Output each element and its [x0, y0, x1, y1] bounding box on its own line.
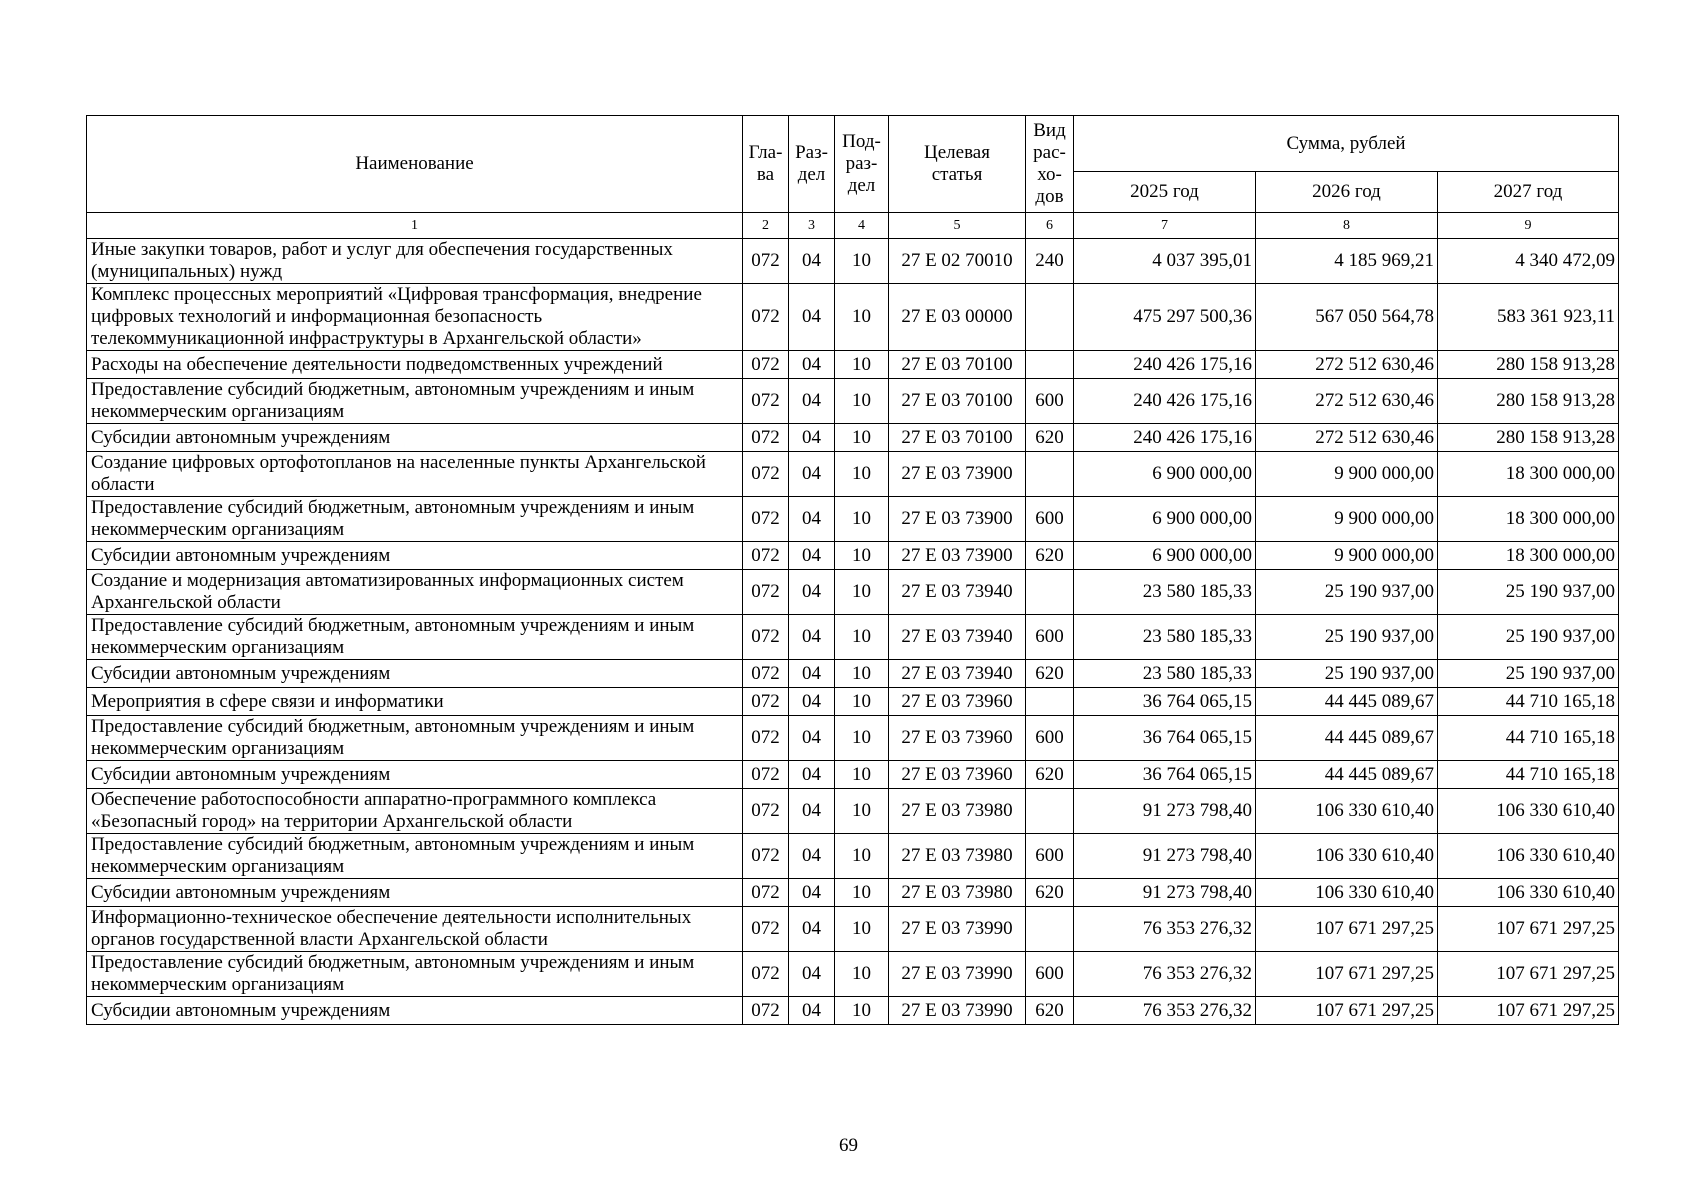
row-razdel: 04 — [789, 615, 835, 660]
row-glava: 072 — [743, 284, 789, 351]
row-glava: 072 — [743, 239, 789, 284]
row-amount-2026: 25 190 937,00 — [1256, 570, 1438, 615]
row-amount-2026: 107 671 297,25 — [1256, 907, 1438, 952]
column-number: 1 — [87, 213, 743, 239]
row-amount-2027: 44 710 165,18 — [1438, 688, 1619, 716]
row-podrazdel: 10 — [835, 351, 889, 379]
row-vid-rashodov: 620 — [1026, 424, 1074, 452]
row-vid-rashodov: 620 — [1026, 660, 1074, 688]
row-glava: 072 — [743, 542, 789, 570]
row-podrazdel: 10 — [835, 952, 889, 997]
table-row — [87, 452, 1619, 497]
header-vid-rashodov: Вид рас- хо- дов — [1026, 116, 1074, 213]
row-vid-rashodov: 600 — [1026, 379, 1074, 424]
row-amount-2025: 76 353 276,32 — [1074, 907, 1256, 952]
row-podrazdel: 10 — [835, 879, 889, 907]
row-amount-2025: 240 426 175,16 — [1074, 424, 1256, 452]
row-vid-rashodov — [1026, 688, 1074, 716]
row-razdel: 04 — [789, 542, 835, 570]
row-glava: 072 — [743, 424, 789, 452]
row-celevaya-statya: 27 Е 03 73940 — [889, 660, 1026, 688]
row-celevaya-statya: 27 Е 03 73960 — [889, 688, 1026, 716]
row-amount-2027: 583 361 923,11 — [1438, 284, 1619, 351]
row-glava: 072 — [743, 907, 789, 952]
row-name: Предоставление субсидий бюджетным, автономным учреждениям и иным некоммерческим организациям — [87, 716, 743, 761]
row-name: Субсидии автономным учреждениям — [87, 997, 743, 1025]
row-vid-rashodov — [1026, 907, 1074, 952]
row-amount-2025: 6 900 000,00 — [1074, 497, 1256, 542]
row-glava: 072 — [743, 789, 789, 834]
row-amount-2025: 6 900 000,00 — [1074, 452, 1256, 497]
row-name: Комплекс процессных мероприятий «Цифровая трансформация, внедрение цифровых технологий и информационная безопасность телекоммуникационной инфраструктуры в Архангельской области» — [87, 284, 743, 351]
row-razdel: 04 — [789, 907, 835, 952]
row-amount-2026: 25 190 937,00 — [1256, 660, 1438, 688]
row-amount-2025: 23 580 185,33 — [1074, 570, 1256, 615]
table-row — [87, 424, 1619, 452]
row-name: Субсидии автономным учреждениям — [87, 879, 743, 907]
row-razdel: 04 — [789, 497, 835, 542]
row-glava: 072 — [743, 761, 789, 789]
row-razdel: 04 — [789, 452, 835, 497]
row-podrazdel: 10 — [835, 789, 889, 834]
row-podrazdel: 10 — [835, 379, 889, 424]
budget-table-container — [86, 115, 1618, 1025]
row-podrazdel: 10 — [835, 284, 889, 351]
table-row — [87, 688, 1619, 716]
row-glava: 072 — [743, 879, 789, 907]
table-row — [87, 997, 1619, 1025]
row-vid-rashodov — [1026, 570, 1074, 615]
row-name: Предоставление субсидий бюджетным, автономным учреждениям и иным некоммерческим организациям — [87, 615, 743, 660]
row-razdel: 04 — [789, 879, 835, 907]
column-number: 3 — [789, 213, 835, 239]
row-glava: 072 — [743, 351, 789, 379]
header-name: Наименование — [87, 116, 743, 213]
row-amount-2025: 36 764 065,15 — [1074, 716, 1256, 761]
row-amount-2027: 25 190 937,00 — [1438, 615, 1619, 660]
table-row — [87, 716, 1619, 761]
row-celevaya-statya: 27 Е 03 70100 — [889, 379, 1026, 424]
row-name: Расходы на обеспечение деятельности подведомственных учреждений — [87, 351, 743, 379]
row-name: Мероприятия в сфере связи и информатики — [87, 688, 743, 716]
row-razdel: 04 — [789, 834, 835, 879]
row-amount-2027: 25 190 937,00 — [1438, 570, 1619, 615]
row-vid-rashodov: 600 — [1026, 834, 1074, 879]
row-amount-2026: 272 512 630,46 — [1256, 424, 1438, 452]
row-name: Субсидии автономным учреждениям — [87, 424, 743, 452]
row-amount-2027: 18 300 000,00 — [1438, 542, 1619, 570]
row-amount-2025: 23 580 185,33 — [1074, 615, 1256, 660]
row-glava: 072 — [743, 452, 789, 497]
row-razdel: 04 — [789, 952, 835, 997]
row-amount-2025: 36 764 065,15 — [1074, 761, 1256, 789]
row-podrazdel: 10 — [835, 834, 889, 879]
row-amount-2027: 18 300 000,00 — [1438, 497, 1619, 542]
header-year-2025: 2025 год — [1074, 172, 1256, 213]
table-row — [87, 239, 1619, 284]
row-amount-2026: 107 671 297,25 — [1256, 997, 1438, 1025]
table-row — [87, 351, 1619, 379]
row-amount-2026: 106 330 610,40 — [1256, 789, 1438, 834]
row-amount-2027: 106 330 610,40 — [1438, 879, 1619, 907]
row-vid-rashodov: 600 — [1026, 497, 1074, 542]
row-celevaya-statya: 27 Е 03 73980 — [889, 834, 1026, 879]
header-razdel: Раз- дел — [789, 116, 835, 213]
row-celevaya-statya: 27 Е 03 73940 — [889, 615, 1026, 660]
row-amount-2027: 107 671 297,25 — [1438, 907, 1619, 952]
row-amount-2025: 76 353 276,32 — [1074, 997, 1256, 1025]
row-celevaya-statya: 27 Е 03 73900 — [889, 452, 1026, 497]
row-celevaya-statya: 27 Е 03 73900 — [889, 497, 1026, 542]
table-row — [87, 379, 1619, 424]
table-row — [87, 789, 1619, 834]
table-row — [87, 952, 1619, 997]
column-number: 6 — [1026, 213, 1074, 239]
header-year-2026: 2026 год — [1256, 172, 1438, 213]
row-amount-2025: 240 426 175,16 — [1074, 351, 1256, 379]
row-podrazdel: 10 — [835, 452, 889, 497]
row-celevaya-statya: 27 Е 03 00000 — [889, 284, 1026, 351]
row-glava: 072 — [743, 834, 789, 879]
row-amount-2026: 25 190 937,00 — [1256, 615, 1438, 660]
column-number: 5 — [889, 213, 1026, 239]
row-vid-rashodov: 620 — [1026, 542, 1074, 570]
row-amount-2026: 272 512 630,46 — [1256, 379, 1438, 424]
row-name: Создание и модернизация автоматизированных информационных систем Архангельской области — [87, 570, 743, 615]
row-vid-rashodov: 600 — [1026, 952, 1074, 997]
row-amount-2027: 4 340 472,09 — [1438, 239, 1619, 284]
row-celevaya-statya: 27 Е 03 70100 — [889, 424, 1026, 452]
row-razdel: 04 — [789, 997, 835, 1025]
row-amount-2027: 106 330 610,40 — [1438, 789, 1619, 834]
row-podrazdel: 10 — [835, 424, 889, 452]
table-row — [87, 615, 1619, 660]
row-name: Субсидии автономным учреждениям — [87, 542, 743, 570]
row-name: Субсидии автономным учреждениям — [87, 761, 743, 789]
table-row — [87, 907, 1619, 952]
row-podrazdel: 10 — [835, 239, 889, 284]
row-name: Предоставление субсидий бюджетным, автономным учреждениям и иным некоммерческим организациям — [87, 834, 743, 879]
row-amount-2027: 25 190 937,00 — [1438, 660, 1619, 688]
row-amount-2025: 91 273 798,40 — [1074, 834, 1256, 879]
row-podrazdel: 10 — [835, 542, 889, 570]
row-glava: 072 — [743, 716, 789, 761]
header-summa: Сумма, рублей — [1074, 116, 1619, 172]
row-vid-rashodov: 620 — [1026, 879, 1074, 907]
row-vid-rashodov: 600 — [1026, 716, 1074, 761]
row-name: Предоставление субсидий бюджетным, автономным учреждениям и иным некоммерческим организациям — [87, 497, 743, 542]
row-amount-2026: 9 900 000,00 — [1256, 497, 1438, 542]
row-razdel: 04 — [789, 284, 835, 351]
row-amount-2025: 36 764 065,15 — [1074, 688, 1256, 716]
column-number: 9 — [1438, 213, 1619, 239]
row-vid-rashodov — [1026, 452, 1074, 497]
row-glava: 072 — [743, 688, 789, 716]
row-vid-rashodov: 600 — [1026, 615, 1074, 660]
row-amount-2026: 4 185 969,21 — [1256, 239, 1438, 284]
row-glava: 072 — [743, 997, 789, 1025]
row-razdel: 04 — [789, 789, 835, 834]
row-vid-rashodov — [1026, 789, 1074, 834]
row-celevaya-statya: 27 Е 03 73990 — [889, 952, 1026, 997]
table-row — [87, 570, 1619, 615]
row-amount-2025: 6 900 000,00 — [1074, 542, 1256, 570]
row-razdel: 04 — [789, 379, 835, 424]
row-razdel: 04 — [789, 351, 835, 379]
row-amount-2026: 9 900 000,00 — [1256, 452, 1438, 497]
row-amount-2025: 4 037 395,01 — [1074, 239, 1256, 284]
row-podrazdel: 10 — [835, 688, 889, 716]
row-amount-2027: 280 158 913,28 — [1438, 379, 1619, 424]
column-number: 7 — [1074, 213, 1256, 239]
row-amount-2026: 107 671 297,25 — [1256, 952, 1438, 997]
row-amount-2026: 106 330 610,40 — [1256, 834, 1438, 879]
row-name: Предоставление субсидий бюджетным, автономным учреждениям и иным некоммерческим организациям — [87, 379, 743, 424]
row-amount-2025: 76 353 276,32 — [1074, 952, 1256, 997]
row-amount-2026: 44 445 089,67 — [1256, 716, 1438, 761]
row-razdel: 04 — [789, 660, 835, 688]
row-podrazdel: 10 — [835, 907, 889, 952]
row-vid-rashodov: 620 — [1026, 997, 1074, 1025]
row-razdel: 04 — [789, 716, 835, 761]
row-podrazdel: 10 — [835, 761, 889, 789]
column-number: 8 — [1256, 213, 1438, 239]
row-celevaya-statya: 27 Е 03 73990 — [889, 997, 1026, 1025]
row-podrazdel: 10 — [835, 716, 889, 761]
row-vid-rashodov: 620 — [1026, 761, 1074, 789]
header-celevaya-statya: Целевая статья — [889, 116, 1026, 213]
column-number: 4 — [835, 213, 889, 239]
budget-table — [86, 115, 1619, 1025]
row-glava: 072 — [743, 379, 789, 424]
header-year-2027: 2027 год — [1438, 172, 1619, 213]
row-glava: 072 — [743, 952, 789, 997]
row-celevaya-statya: 27 Е 03 70100 — [889, 351, 1026, 379]
row-name: Создание цифровых ортофотопланов на населенные пункты Архангельской области — [87, 452, 743, 497]
row-name: Информационно-техническое обеспечение деятельности исполнительных органов государственной власти Архангельской области — [87, 907, 743, 952]
row-podrazdel: 10 — [835, 615, 889, 660]
row-name: Обеспечение работоспособности аппаратно-программного комплекса «Безопасный город» на территории Архангельской области — [87, 789, 743, 834]
row-glava: 072 — [743, 497, 789, 542]
row-amount-2027: 18 300 000,00 — [1438, 452, 1619, 497]
row-glava: 072 — [743, 660, 789, 688]
row-razdel: 04 — [789, 424, 835, 452]
row-podrazdel: 10 — [835, 660, 889, 688]
row-amount-2025: 240 426 175,16 — [1074, 379, 1256, 424]
row-amount-2026: 44 445 089,67 — [1256, 761, 1438, 789]
table-row — [87, 761, 1619, 789]
table-row — [87, 879, 1619, 907]
row-name: Предоставление субсидий бюджетным, автономным учреждениям и иным некоммерческим организациям — [87, 952, 743, 997]
row-podrazdel: 10 — [835, 497, 889, 542]
row-amount-2027: 106 330 610,40 — [1438, 834, 1619, 879]
row-name: Субсидии автономным учреждениям — [87, 660, 743, 688]
row-razdel: 04 — [789, 239, 835, 284]
row-amount-2027: 44 710 165,18 — [1438, 761, 1619, 789]
row-amount-2026: 272 512 630,46 — [1256, 351, 1438, 379]
row-razdel: 04 — [789, 688, 835, 716]
row-razdel: 04 — [789, 761, 835, 789]
row-glava: 072 — [743, 615, 789, 660]
row-amount-2026: 44 445 089,67 — [1256, 688, 1438, 716]
row-celevaya-statya: 27 Е 03 73960 — [889, 716, 1026, 761]
row-amount-2025: 91 273 798,40 — [1074, 789, 1256, 834]
row-celevaya-statya: 27 Е 03 73960 — [889, 761, 1026, 789]
row-amount-2027: 107 671 297,25 — [1438, 952, 1619, 997]
header-glava: Гла- ва — [743, 116, 789, 213]
row-celevaya-statya: 27 Е 03 73980 — [889, 879, 1026, 907]
table-row — [87, 497, 1619, 542]
table-header — [87, 116, 1619, 239]
row-celevaya-statya: 27 Е 03 73940 — [889, 570, 1026, 615]
header-podrazdel: Под- раз- дел — [835, 116, 889, 213]
table-body — [87, 239, 1619, 1025]
column-number-row — [87, 213, 1619, 239]
column-number: 2 — [743, 213, 789, 239]
row-podrazdel: 10 — [835, 997, 889, 1025]
row-amount-2027: 280 158 913,28 — [1438, 351, 1619, 379]
row-amount-2025: 91 273 798,40 — [1074, 879, 1256, 907]
table-row — [87, 660, 1619, 688]
row-vid-rashodov: 240 — [1026, 239, 1074, 284]
row-name: Иные закупки товаров, работ и услуг для обеспечения государственных (муниципальных) нужд — [87, 239, 743, 284]
row-celevaya-statya: 27 Е 03 73900 — [889, 542, 1026, 570]
row-glava: 072 — [743, 570, 789, 615]
page-number: 69 — [839, 1135, 858, 1156]
row-podrazdel: 10 — [835, 570, 889, 615]
row-amount-2025: 23 580 185,33 — [1074, 660, 1256, 688]
row-vid-rashodov — [1026, 284, 1074, 351]
row-amount-2027: 107 671 297,25 — [1438, 997, 1619, 1025]
row-celevaya-statya: 27 Е 02 70010 — [889, 239, 1026, 284]
row-celevaya-statya: 27 Е 03 73980 — [889, 789, 1026, 834]
row-amount-2026: 106 330 610,40 — [1256, 879, 1438, 907]
row-amount-2027: 44 710 165,18 — [1438, 716, 1619, 761]
row-razdel: 04 — [789, 570, 835, 615]
table-row — [87, 834, 1619, 879]
row-amount-2027: 280 158 913,28 — [1438, 424, 1619, 452]
row-vid-rashodov — [1026, 351, 1074, 379]
row-amount-2026: 9 900 000,00 — [1256, 542, 1438, 570]
table-row — [87, 542, 1619, 570]
row-celevaya-statya: 27 Е 03 73990 — [889, 907, 1026, 952]
table-row — [87, 284, 1619, 351]
row-amount-2025: 475 297 500,36 — [1074, 284, 1256, 351]
row-amount-2026: 567 050 564,78 — [1256, 284, 1438, 351]
